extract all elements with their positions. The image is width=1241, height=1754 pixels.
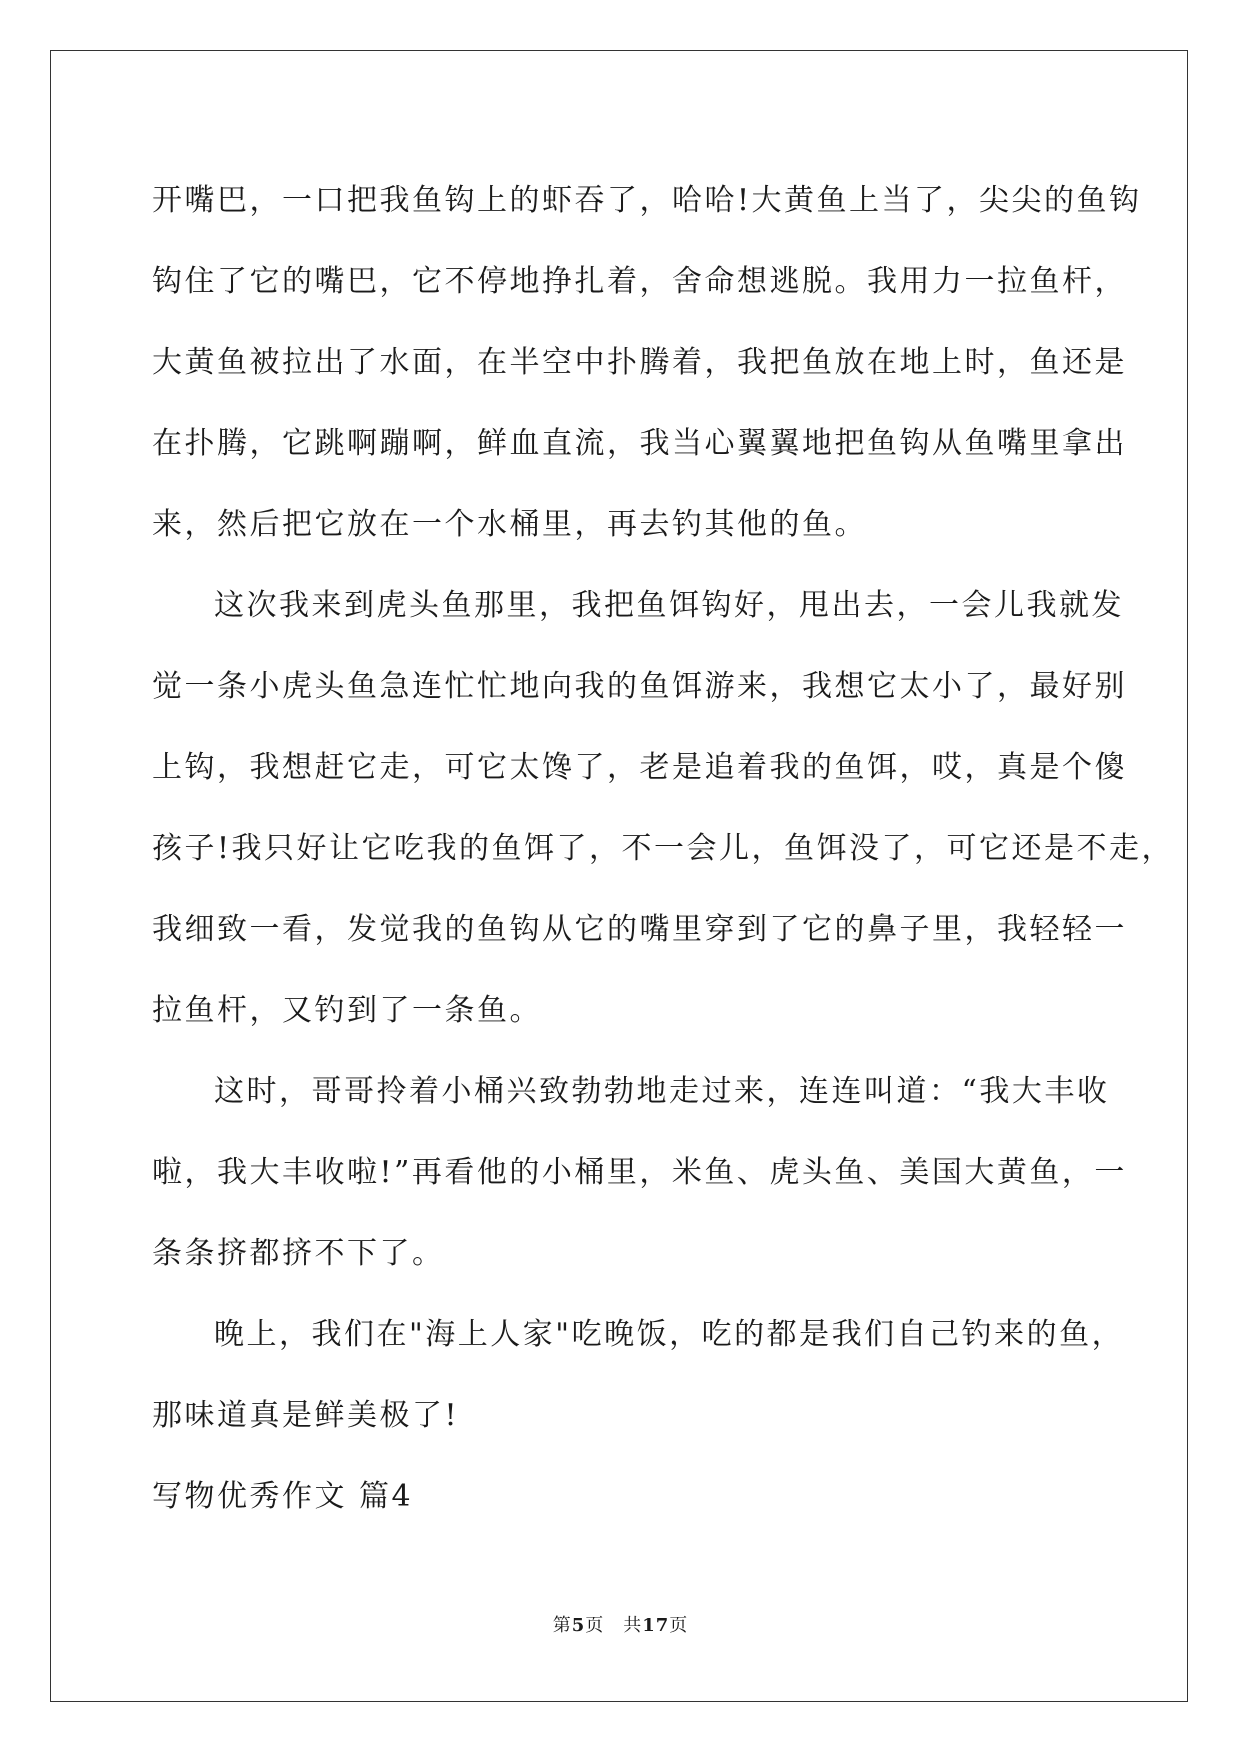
total-page-count: 17: [642, 1615, 670, 1636]
text-line: 来，然后把它放在一个水桶里，再去钓其他的鱼。: [152, 507, 867, 542]
text-line: 觉一条小虎头鱼急连忙忙地向我的鱼饵游来，我想它太小了，最好别: [152, 669, 1127, 704]
text-line: 开嘴巴，一口把我鱼钩上的虾吞了，哈哈!大黄鱼上当了，尖尖的鱼钩: [152, 183, 1142, 218]
text-line: 钩住了它的嘴巴，它不停地挣扎着，舍命想逃脱。我用力一拉鱼杆，: [152, 264, 1127, 299]
text-line: 这次我来到虎头鱼那里，我把鱼饵钩好，甩出去，一会儿我就发: [214, 588, 1124, 623]
text-line: 那味道真是鲜美极了!: [152, 1398, 460, 1433]
current-page-number: 5: [571, 1615, 586, 1636]
text-line: 孩子!我只好让它吃我的鱼饵了，不一会儿，鱼饵没了，可它还是不走，: [152, 831, 1175, 866]
paragraph-2: [152, 565, 1175, 1051]
text-line: 条条挤都挤不下了。: [152, 1236, 445, 1271]
text-line: 啦，我大丰收啦!”再看他的小桶里，米鱼、虎头鱼、美国大黄鱼，一: [152, 1155, 1127, 1190]
text-line: 我细致一看，发觉我的鱼钩从它的嘴里穿到了它的鼻子里，我轻轻一: [152, 912, 1127, 947]
paragraph-3: [152, 1051, 1127, 1294]
paragraph-4: [152, 1294, 1125, 1456]
text-line: 这时，哥哥拎着小桶兴致勃勃地走过来，连连叫道：“我大丰收: [214, 1074, 1110, 1109]
text-line: 拉鱼杆，又钓到了一条鱼。: [152, 993, 542, 1028]
page-prefix: 第: [552, 1615, 572, 1636]
page-suffix: 页: [669, 1615, 689, 1636]
paragraph-1: [152, 160, 1142, 565]
text-line: 在扑腾，它跳啊蹦啊，鲜血直流，我当心翼翼地把鱼钩从鱼嘴里拿出: [152, 426, 1127, 461]
text-line: 晚上，我们在"海上人家"吃晚饭，吃的都是我们自己钓来的鱼，: [214, 1317, 1125, 1352]
page-mid: 页 共: [585, 1615, 643, 1636]
document-body: [152, 160, 1175, 1537]
page-footer: [0, 1611, 1241, 1637]
text-line: 大黄鱼被拉出了水面，在半空中扑腾着，我把鱼放在地上时，鱼还是: [152, 345, 1127, 380]
text-line: 上钩，我想赶它走，可它太馋了，老是追着我的鱼饵，哎，真是个傻: [152, 750, 1127, 785]
section-heading: 写物优秀作文 篇4: [152, 1479, 414, 1514]
